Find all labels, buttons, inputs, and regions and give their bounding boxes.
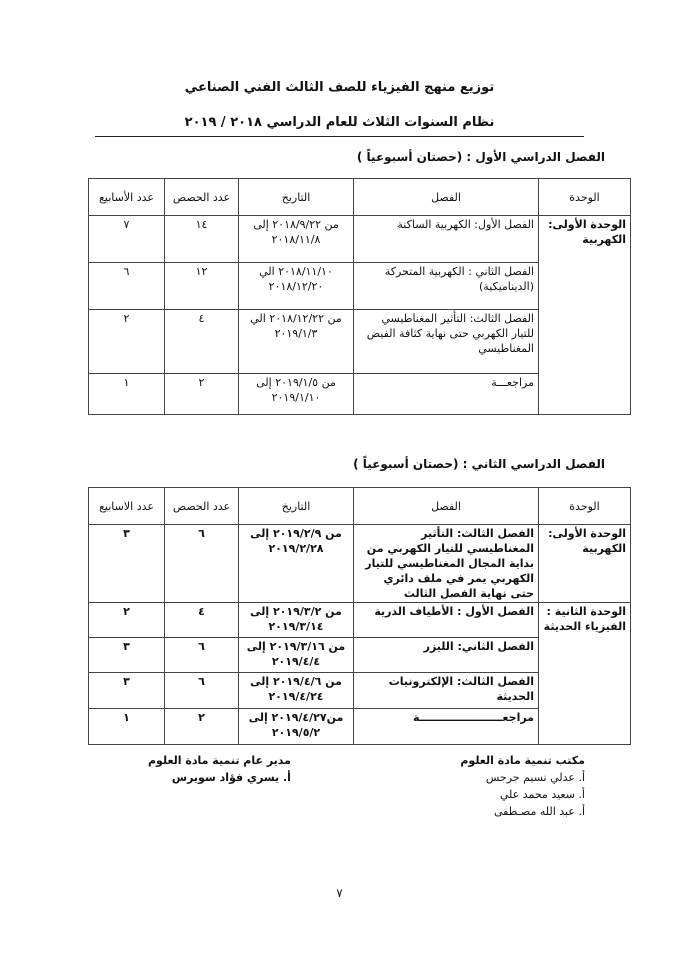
signature-director	[148, 752, 291, 786]
date-cell: من٢٠١٩/٤/٢٧ إلى ٢٠١٩/٥/٢	[239, 709, 354, 745]
periods-cell: ٦	[165, 638, 239, 673]
periods-cell: ٢	[165, 374, 239, 415]
table-row	[89, 603, 631, 638]
header-unit: الوحدة	[539, 488, 631, 525]
periods-cell: ٢	[165, 709, 239, 745]
document-title: توزيع منهج الفيزياء للصف الثالث الفني الصناعي	[184, 80, 495, 95]
header-periods: عدد الحصص	[165, 179, 239, 216]
header-date: التاريخ	[239, 488, 354, 525]
signature-office	[460, 752, 585, 820]
table-row	[89, 216, 631, 263]
table-row	[89, 525, 631, 603]
chapter-cell: الفصل الأول: الكهربية الساكنة	[354, 216, 539, 263]
semester1-heading: الفصل الدراسي الأول : (حصتان أسبوعياً )	[356, 150, 605, 164]
chapter-cell: الفصل الثاني : الكهربية المتحركة (الديناميكية)	[354, 263, 539, 310]
header-date: التاريخ	[239, 179, 354, 216]
weeks-cell: ١	[89, 709, 165, 745]
weeks-cell: ٣	[89, 525, 165, 603]
header-chapter: الفصل	[354, 488, 539, 525]
weeks-cell: ٧	[89, 216, 165, 263]
date-cell: من ٢٠١٩/٣/١٦ إلى ٢٠١٩/٤/٤	[239, 638, 354, 673]
date-cell: ٢٠١٨/١١/١٠ الي ٢٠١٨/١٢/٢٠	[239, 263, 354, 310]
unit-cell: الوحدة الأولى: الكهربية	[539, 216, 631, 415]
header-weeks: عدد الاسابيع	[89, 488, 165, 525]
periods-cell: ١٢	[165, 263, 239, 310]
chapter-cell: الفصل الأول : الأطياف الذرية	[354, 603, 539, 638]
header-unit: الوحدة	[539, 179, 631, 216]
weeks-cell: ٢	[89, 603, 165, 638]
semester2-heading: الفصل الدراسي الثاني : (حصتان أسبوعياً )	[353, 457, 605, 471]
weeks-cell: ٢	[89, 310, 165, 374]
chapter-cell: مراجعــــــــــــــــــــــة	[354, 709, 539, 745]
signature-name: أ. سعيد محمد علي	[499, 788, 585, 801]
date-cell: من ٢٠١٩/٢/٩ إلى ٢٠١٩/٢/٢٨	[239, 525, 354, 603]
chapter-cell: الفصل الثالث: الإلكترونيات الحديثة	[354, 673, 539, 709]
periods-cell: ٤	[165, 603, 239, 638]
chapter-cell: الفصل الثالث: التأثير المغناطيسي للتيار الكهربي حتى نهاية كثافة الفيض المغناطيسي	[354, 310, 539, 374]
date-cell: من ٢٠١٩/١/٥ إلى ٢٠١٩/١/١٠	[239, 374, 354, 415]
chapter-cell: الفصل الثالث: التأثير المغناطيسي للتيار الكهربي من بداية المجال المغناطيسي للتيار الكهربي يمر في ملف دائري حتى نهاية الفصل الثالث	[354, 525, 539, 603]
periods-cell: ١٤	[165, 216, 239, 263]
signature-name: أ. عبد الله مصـطفى	[493, 805, 585, 818]
date-cell: من ٢٠١٩/٣/٢ إلى ٢٠١٩/٣/١٤	[239, 603, 354, 638]
weeks-cell: ٣	[89, 638, 165, 673]
semester1-table	[88, 178, 631, 415]
unit-cell: الوحدة الأولى: الكهربية	[539, 525, 631, 603]
table-header-row	[89, 488, 631, 525]
document-subtitle: نظام السنوات الثلاث للعام الدراسي ٢٠١٨ / ٢٠١٩	[184, 115, 495, 130]
signature-name: أ. يسري فؤاد سويرس	[171, 771, 291, 784]
table-header-row	[89, 179, 631, 216]
unit-cell: الوحدة الثانية : الفيزياء الحديثة	[539, 603, 631, 745]
signature-name: أ. عدلي نسيم جرجس	[485, 771, 585, 784]
periods-cell: ٤	[165, 310, 239, 374]
chapter-cell: مراجعـــة	[354, 374, 539, 415]
title-divider	[95, 136, 584, 137]
weeks-cell: ٣	[89, 673, 165, 709]
signature-director-title: مدير عام تنمية مادة العلوم	[148, 754, 291, 767]
periods-cell: ٦	[165, 673, 239, 709]
semester2-table	[88, 487, 631, 745]
date-cell: من ٢٠١٨/١٢/٢٢ الي ٢٠١٩/١/٣	[239, 310, 354, 374]
weeks-cell: ٦	[89, 263, 165, 310]
header-chapter: الفصل	[354, 179, 539, 216]
periods-cell: ٦	[165, 525, 239, 603]
header-periods: عدد الحصص	[165, 488, 239, 525]
page-number: ٧	[336, 886, 343, 900]
signature-office-title: مكتب تنمية مادة العلوم	[460, 754, 585, 767]
date-cell: من ٢٠١٨/٩/٢٢ إلى ٢٠١٨/١١/٨	[239, 216, 354, 263]
weeks-cell: ١	[89, 374, 165, 415]
date-cell: من ٢٠١٩/٤/٦ إلى ٢٠١٩/٤/٢٤	[239, 673, 354, 709]
header-weeks: عدد الأسابيع	[89, 179, 165, 216]
chapter-cell: الفصل الثاني: الليزر	[354, 638, 539, 673]
